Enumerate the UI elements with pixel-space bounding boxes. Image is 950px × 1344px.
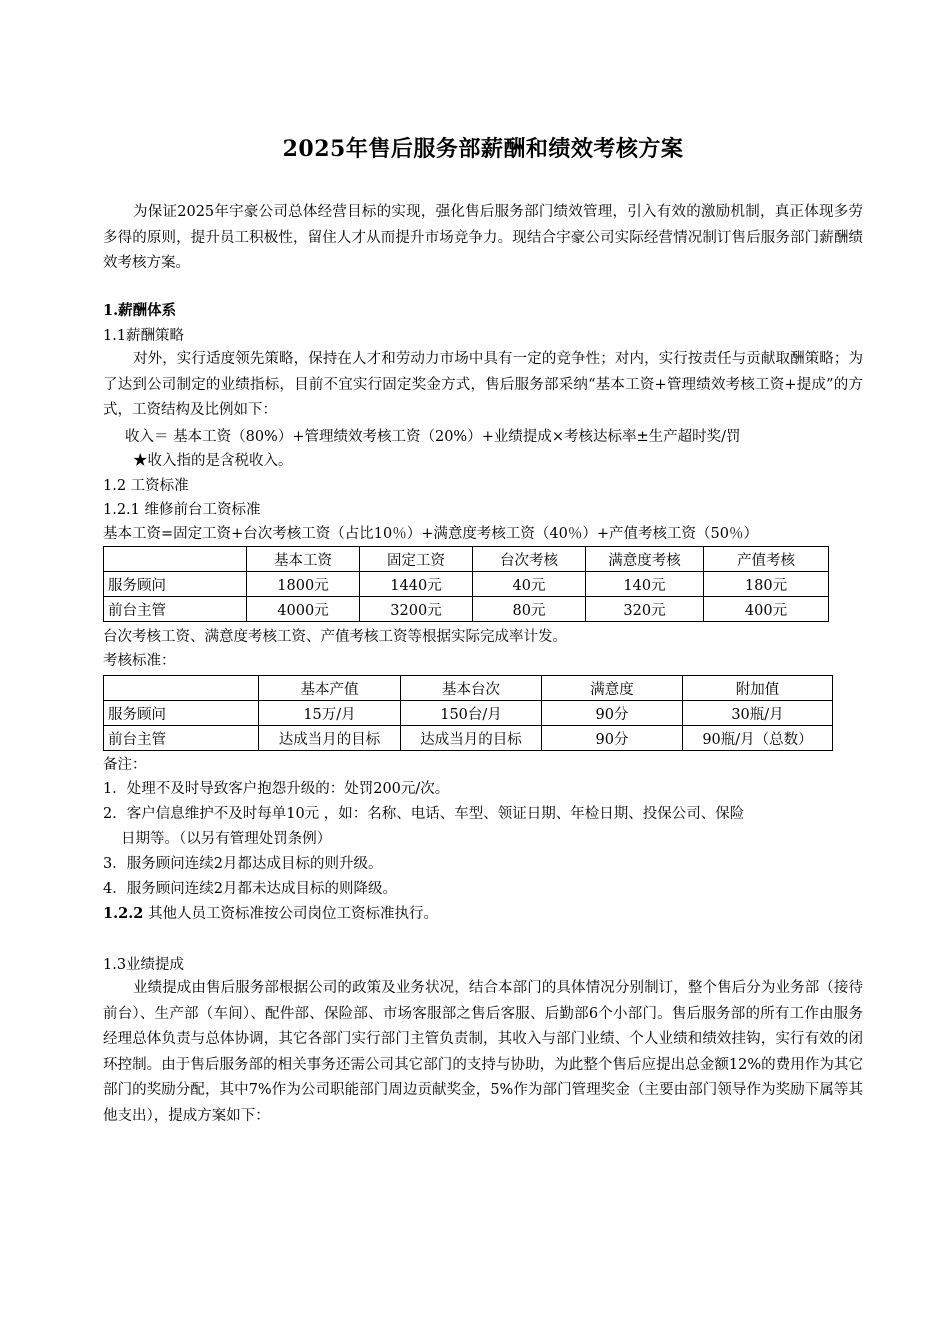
table-cell: 180元 (704, 572, 829, 597)
table-header-row (104, 676, 833, 701)
table-cell: 3200元 (360, 597, 473, 622)
table-header-cell: 满意度 (542, 676, 683, 701)
table-header-cell: 固定工资 (360, 547, 473, 572)
table-cell: 达成当月的目标 (401, 726, 542, 751)
income-note: ★收入指的是含税收入。 (133, 453, 293, 469)
remark-item: 1．处理不及时导致客户抱怨升级的：处罚200元/次。 (103, 781, 450, 797)
remarks-label: 备注： (103, 757, 147, 773)
table-cell: 1800元 (247, 572, 360, 597)
table-header-cell: 产值考核 (704, 547, 829, 572)
table-cell: 服务顾问 (104, 572, 247, 597)
table-cell: 4000元 (247, 597, 360, 622)
table-cell: 90分 (542, 726, 683, 751)
table-cell: 90分 (542, 701, 683, 726)
section-1-2-2-number: 1.2.2 (103, 905, 144, 922)
table-header-cell (104, 547, 247, 572)
table-header-row (104, 547, 829, 572)
section-1-1-heading: 1.1薪酬策略 (103, 328, 185, 344)
section-1-2-2 (103, 904, 438, 924)
table-cell: 15万/月 (259, 701, 401, 726)
remark-item: 2．客户信息维护不及时每单10元 ，如：名称、电话、车型、领证日期、年检日期、投保公司、保险 (103, 806, 745, 822)
income-formula: 收入＝ 基本工资（80%）+管理绩效考核工资（20%）+业绩提成×考核达标率±生产超时奖/罚 (125, 429, 741, 445)
document-title: 2025年售后服务部薪酬和绩效考核方案 (282, 136, 684, 162)
table-row (104, 597, 829, 622)
table-row (104, 726, 833, 751)
table-cell: 前台主管 (104, 726, 259, 751)
table-cell: 400元 (704, 597, 829, 622)
table-header-cell: 基本产值 (259, 676, 401, 701)
table-cell: 150台/月 (401, 701, 542, 726)
wage-standard-table (103, 546, 829, 622)
section-1-3-heading: 1.3业绩提成 (103, 957, 185, 973)
table-cell: 1440元 (360, 572, 473, 597)
table-cell: 90瓶/月（总数） (683, 726, 833, 751)
table1-note: 台次考核工资、满意度考核工资、产值考核工资等根据实际完成率计发。 (103, 629, 567, 645)
table-header-cell: 基本台次 (401, 676, 542, 701)
table-cell: 达成当月的目标 (259, 726, 401, 751)
table-cell: 80元 (473, 597, 586, 622)
section-1-3-paragraph: 业绩提成由售后服务部根据公司的政策及业务状况，结合本部门的具体情况分别制订，整个售后分为业务部（接待前台）、生产部（车间）、配件部、保险部、市场客服部之售后客服、后勤部6个小部门。售后服务部的所有工作由服务经理总体负责与总体协调，其它各部门实行部门主管负责制，其收入与部门业绩、个人业绩和绩效挂钩，实行有效的闭环控制。由于售后服务部的相关事务还需公司其它部门的支持与协助，为此整个售后应提出总金额12%的费用作为其它部门的奖励分配，其中7%作为公司职能部门周边贡献奖金，5%作为部门管理奖金（主要由部门领导作为奖励下属等其他支出），提成方案如下： (103, 980, 863, 1124)
section-1-2-1-formula: 基本工资=固定工资+台次考核工资（占比10％）+满意度考核工资（40％）+产值考核工资（50％） (103, 526, 758, 542)
table-cell: 前台主管 (104, 597, 247, 622)
section-1-heading: 1.薪酬体系 (103, 302, 177, 319)
table-row (104, 572, 829, 597)
table-cell: 服务顾问 (104, 701, 259, 726)
table-header-cell: 基本工资 (247, 547, 360, 572)
table-header-cell (104, 676, 259, 701)
section-1-2-1-heading: 1.2.1 维修前台工资标准 (103, 502, 261, 518)
remark-item: 4．服务顾问连续2月都未达成目标的则降级。 (103, 881, 397, 897)
criteria-label: 考核标准： (103, 653, 176, 669)
section-1-1-paragraph: 对外，实行适度领先策略，保持在人才和劳动力市场中具有一定的竞争性；对内，实行按责任与贡献取酬策略；为了达到公司制定的业绩指标，目前不宜实行固定奖金方式，售后服务部采纳“基本工资+管理绩效考核工资+提成”的方式，工资结构及比例如下： (103, 351, 863, 418)
table-header-cell: 附加值 (683, 676, 833, 701)
table-cell: 320元 (586, 597, 704, 622)
table-cell: 30瓶/月 (683, 701, 833, 726)
assessment-criteria-table (103, 675, 833, 751)
table-cell: 40元 (473, 572, 586, 597)
table-row (104, 701, 833, 726)
table-header-cell: 台次考核 (473, 547, 586, 572)
section-1-2-2-text: 其他人员工资标准按公司岗位工资标准执行。 (143, 906, 438, 922)
section-1-2-heading: 1.2 工资标准 (103, 478, 189, 494)
table-header-cell: 满意度考核 (586, 547, 704, 572)
remark-item: 3．服务顾问连续2月都达成目标的则升级。 (103, 856, 383, 872)
table-cell: 140元 (586, 572, 704, 597)
intro-paragraph: 为保证2025年宇豪公司总体经营目标的实现，强化售后服务部门绩效管理，引入有效的激励机制，真正体现多劳多得的原则，提升员工积极性，留住人才从而提升市场竞争力。现结合宇豪公司实际经营情况制订售后服务部门薪酬绩效考核方案。 (103, 204, 863, 271)
remark-item-continuation: 日期等。（以另有管理处罚条例） (121, 831, 332, 847)
